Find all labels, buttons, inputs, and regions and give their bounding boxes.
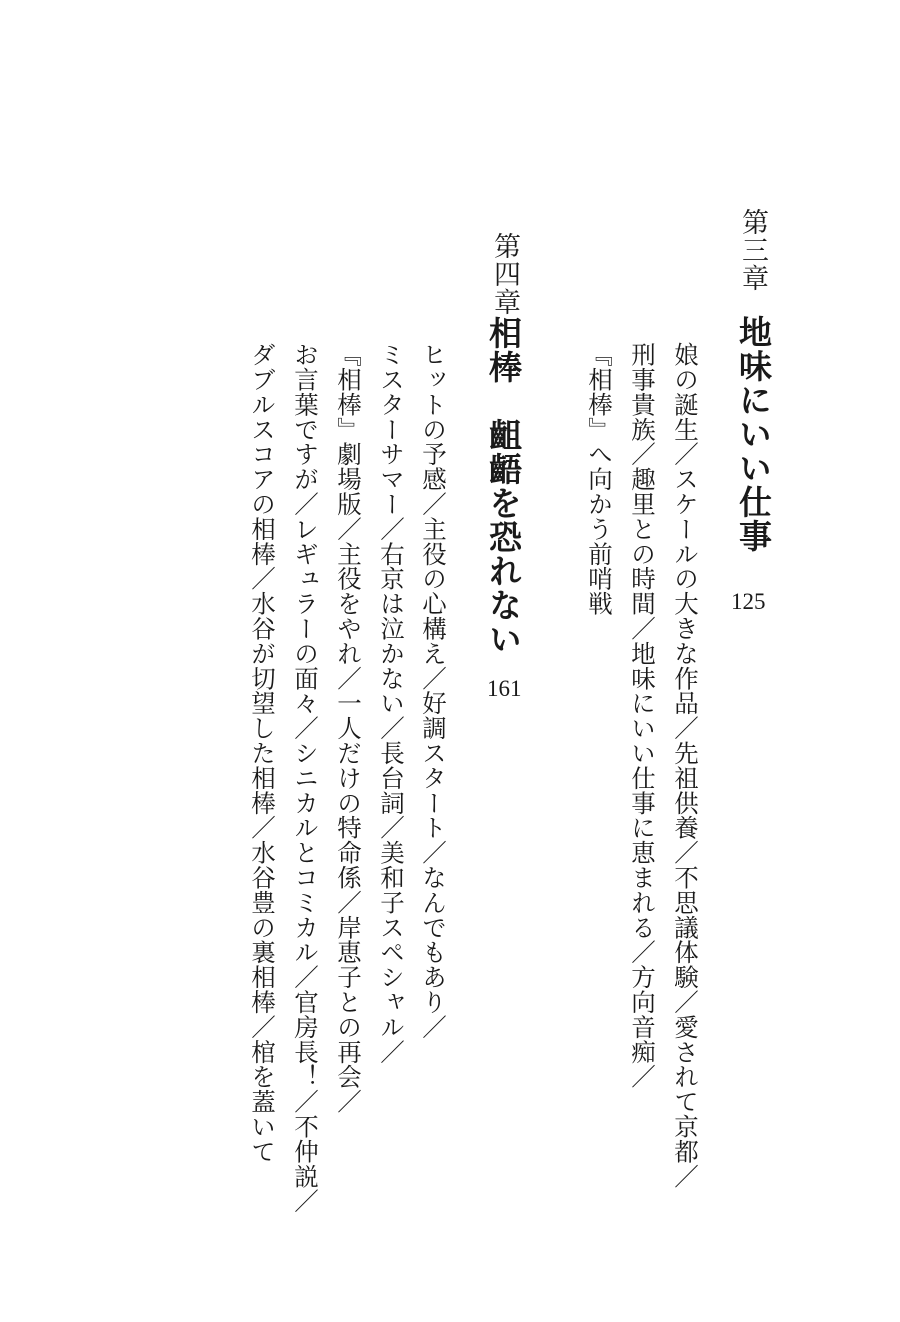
chapter-4-section-line-4: お言葉ですが／レギュラーの面々／シニカルとコミカル／官房長！／不仲説／ <box>291 342 320 1214</box>
chapter-3-section-line-2: 刑事貴族／趣里との時間／地味にいい仕事に恵まれる／方向音痴／ <box>628 342 657 1089</box>
chapter-3-label: 第三章 <box>737 208 768 292</box>
chapter-4-page-number: 161 <box>487 676 522 701</box>
chapter-3-section-line-3: 『相棒』へ向かう前哨戦 <box>585 342 614 616</box>
chapter-4-section-line-2: ミスターサマー／右京は泣かない／長台詞／美和子スペシャル／ <box>377 342 406 1065</box>
chapter-3-title: 地味にいい仕事 <box>734 315 773 553</box>
chapter-4-title: 相棒 齟齬を恐れない <box>484 316 523 656</box>
chapter-3-page-number: 125 <box>731 589 766 614</box>
chapter-4-section-line-1: ヒットの予感／主役の心構え／好調スタート／なんでもあり／ <box>419 342 448 1040</box>
chapter-4-label: 第四章 <box>489 232 520 316</box>
chapter-4-section-line-3: 『相棒』劇場版／主役をやれ／一人だけの特命係／岸恵子との再会／ <box>334 342 363 1114</box>
chapter-3-section-line-1: 娘の誕生／スケールの大きな作品／先祖供養／不思議体験／愛されて京都／ <box>671 342 700 1189</box>
chapter-4-section-line-5: ダブルスコアの相棒／水谷が切望した相棒／水谷豊の裏相棒／棺を蓋いて <box>248 342 277 1164</box>
